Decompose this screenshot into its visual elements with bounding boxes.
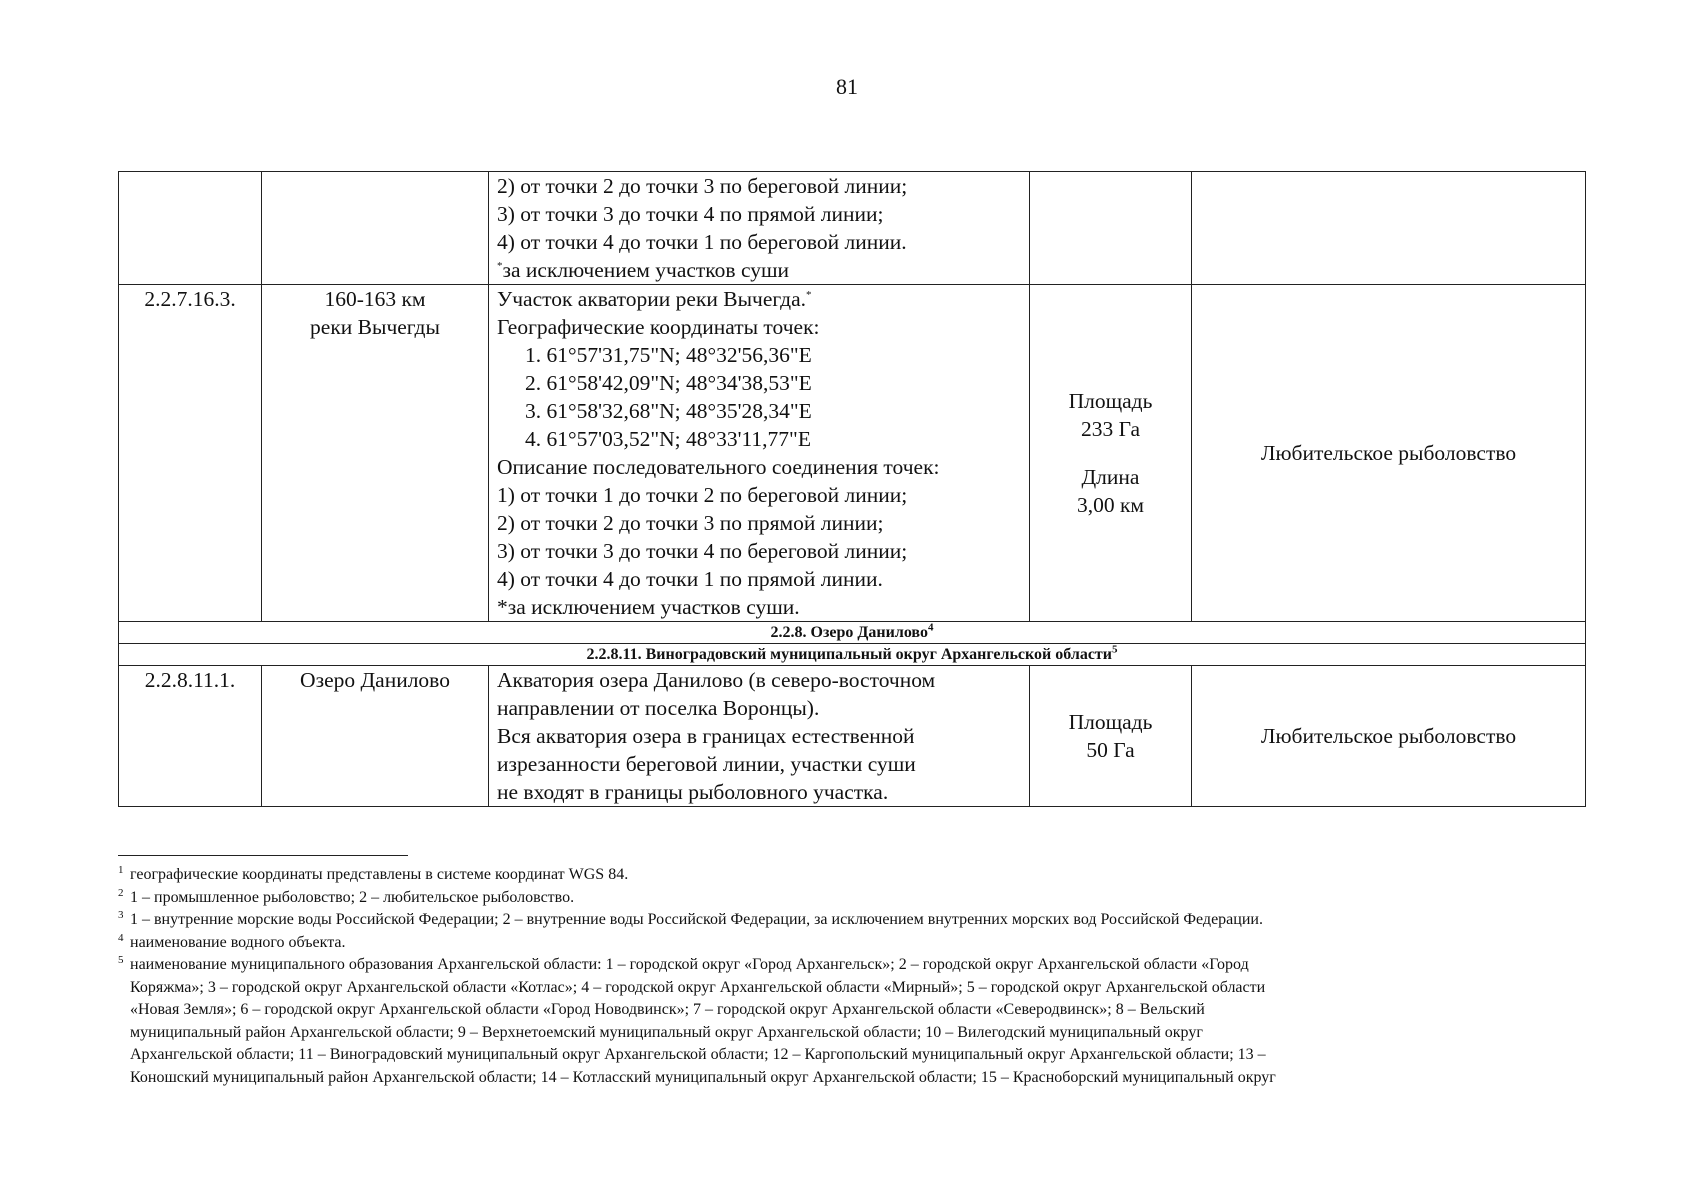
coordinate-point: 2. 61°58'42,09"N; 48°34'38,53"E <box>525 371 812 395</box>
cell-number: 2.2.8.11.1. <box>119 666 262 807</box>
cell-purpose: Любительское рыболовство <box>1192 666 1586 807</box>
cell-name: Озеро Данилово <box>262 666 489 807</box>
connection-line: 2) от точки 2 до точки 3 по прямой линии; <box>497 511 884 535</box>
footnote-mark: * <box>806 288 812 301</box>
footnotes <box>118 864 1588 1089</box>
page-number: 81 <box>836 74 858 99</box>
footnote: 4 наименование водного объекта. <box>118 932 1588 955</box>
table-row <box>119 666 1586 807</box>
footnote-text: «Новая Земля»; 6 – городской округ Архангельской области «Город Новодвинск»; 7 – городской округ Архангельской области «Северодвинск»; 8 – Вельский <box>130 1001 1205 1018</box>
description-line: не входят в границы рыболовного участка. <box>497 780 889 804</box>
footnote-text: 1 – промышленное рыболовство; 2 – любительское рыболовство. <box>130 888 575 906</box>
cell-size <box>1030 666 1192 807</box>
cell-name <box>262 285 489 622</box>
connection-line: *за исключением участков суши. <box>497 595 800 619</box>
cell-name <box>262 172 489 285</box>
area-value: 50 Га <box>1086 738 1135 762</box>
coordinate-point: 4. 61°57'03,52"N; 48°33'11,77"E <box>525 427 811 451</box>
cell-purpose <box>1192 172 1586 285</box>
fishing-areas-table <box>118 171 1586 807</box>
cell-size <box>1030 172 1192 285</box>
footnote-mark: * <box>497 259 503 272</box>
cell-description <box>489 285 1030 622</box>
connection-line: 4) от точки 4 до точки 1 по прямой линии. <box>497 567 883 591</box>
cell-purpose: Любительское рыболовство <box>1192 285 1586 622</box>
footnote-mark: 4 <box>927 621 934 634</box>
footnote-text: Архангельской области; 11 – Виноградовский муниципальный округ Архангельской области; 12 – Каргопольский муниципальный округ Архангельской области; 13 – <box>130 1046 1266 1063</box>
section-heading: 2.2.8. Озеро Данилово$^4$ <box>119 622 1586 644</box>
area-value: 233 Га <box>1080 417 1141 441</box>
footnote: 2 1 – промышленное рыболовство; 2 – любительское рыболовство. <box>118 887 1588 910</box>
length-value: 3,00 км <box>1076 493 1145 517</box>
connection-line: 1) от точки 1 до точки 2 по береговой линии; <box>497 483 908 507</box>
table-row-continuation <box>119 172 1586 285</box>
description-line: Вся акватория озера в границах естественной <box>497 724 915 748</box>
cell-number <box>119 172 262 285</box>
cell-size <box>1030 285 1192 622</box>
section-row <box>119 622 1586 644</box>
coordinate-point: 1. 61°57'31,75"N; 48°32'56,36"E <box>525 343 812 367</box>
footnote: 5 наименование муниципального образования Архангельской области: 1 – городской округ «Город Архангельск»; 2 – городской округ Архангельской области «Город Коряжма»; 3 – городской округ Архангельской области «Котлас»; 4 – городской округ Архангельской области «Мирный»; 5 – городской округ Архангельской области «Новая Земля»; 6 – городской округ Архангельской области «Город Новодвинск»; 7 – городской округ Архангельской области «Северодвинск»; 8 – Вельский муниципальный район Архангельской области; 9 – Верхнетоемский муниципальный округ Архангельской области; 10 – Вилегодский муниципальный округ Архангельской области; 11 – Виноградовский муниципальный округ Архангельской области; 12 – Каргопольский муниципальный округ Архангельской области; 13 – Коношский муниципальный район Архангельской области; 14 – Котласский муниципальный округ Архангельской области; 15 – Красноборский муниципальный округ <box>118 954 1588 1089</box>
footnote-text: географические координаты представлены в системе координат WGS 84. <box>130 866 629 883</box>
footnote-text: муниципальный район Архангельской области; 9 – Верхнетоемский муниципальный округ Архангельской области; 10 – Вилегодский муниципальный округ <box>130 1023 1203 1041</box>
connection-line: 3) от точки 3 до точки 4 по береговой линии; <box>497 539 908 563</box>
description-line: 3) от точки 3 до точки 4 по прямой линии; <box>497 202 884 226</box>
description-line: Акватория озера Данилово (в северо-восточном <box>497 668 936 692</box>
footnote: 3 1 – внутренние морские воды Российской Федерации; 2 – внутренние воды Российской Федерации, за исключением внутренних морских вод Российской Федерации. <box>118 909 1588 932</box>
footnote-text: наименование муниципального образования Архангельской области: 1 – городской округ «Город Архангельск»; 2 – городской округ Архангельской области «Город <box>130 956 1249 973</box>
length-label: Длина <box>1081 465 1140 489</box>
footnote-divider <box>118 855 408 856</box>
footnote-mark: 5 <box>1112 643 1118 656</box>
table-row <box>119 285 1586 622</box>
coordinates-title: Географические координаты точек: <box>497 315 820 339</box>
footnote-text: 1 – внутренние морские воды Российской Федерации; 2 – внутренние воды Российской Федерации, за исключением внутренних морских вод Российской Федерации. <box>130 911 1263 928</box>
footnote-text: наименование водного объекта. <box>130 933 346 951</box>
description-line: *за исключением участков суши <box>497 258 790 282</box>
description-line: 2) от точки 2 до точки 3 по береговой линии; <box>497 174 908 198</box>
description-line: изрезанности береговой линии, участки суши <box>497 752 916 776</box>
name-line: 160-163 км <box>324 287 426 311</box>
cell-description <box>489 172 1030 285</box>
area-label: Площадь <box>1068 389 1153 413</box>
name-line: реки Вычегды <box>310 315 440 339</box>
cell-number: 2.2.7.16.3. <box>119 285 262 622</box>
footnote-text: Коношский муниципальный район Архангельской области; 14 – Котласский муниципальный округ Архангельской области; 15 – Красноборский муниципальный округ <box>130 1068 1276 1086</box>
description-title: Участок акватории реки Вычегда.* <box>497 287 812 311</box>
area-label: Площадь <box>1068 710 1153 734</box>
section-row <box>119 644 1586 666</box>
coordinate-point: 3. 61°58'32,68"N; 48°35'28,34"E <box>525 399 812 423</box>
section-heading: 2.2.8.11. Виноградовский муниципальный округ Архангельской области$^5$ <box>119 644 1586 666</box>
description-line: направлении от поселка Воронцы). <box>497 696 820 720</box>
connection-title: Описание последовательного соединения точек: <box>497 455 940 479</box>
cell-description <box>489 666 1030 807</box>
footnote: 1 географические координаты представлены в системе координат WGS 84. <box>118 864 1588 887</box>
footnote-text: Коряжма»; 3 – городской округ Архангельской области «Котлас»; 4 – городской округ Архангельской области «Мирный»; 5 – городской округ Архангельской области <box>130 978 1266 996</box>
description-line: 4) от точки 4 до точки 1 по береговой линии. <box>497 230 907 254</box>
